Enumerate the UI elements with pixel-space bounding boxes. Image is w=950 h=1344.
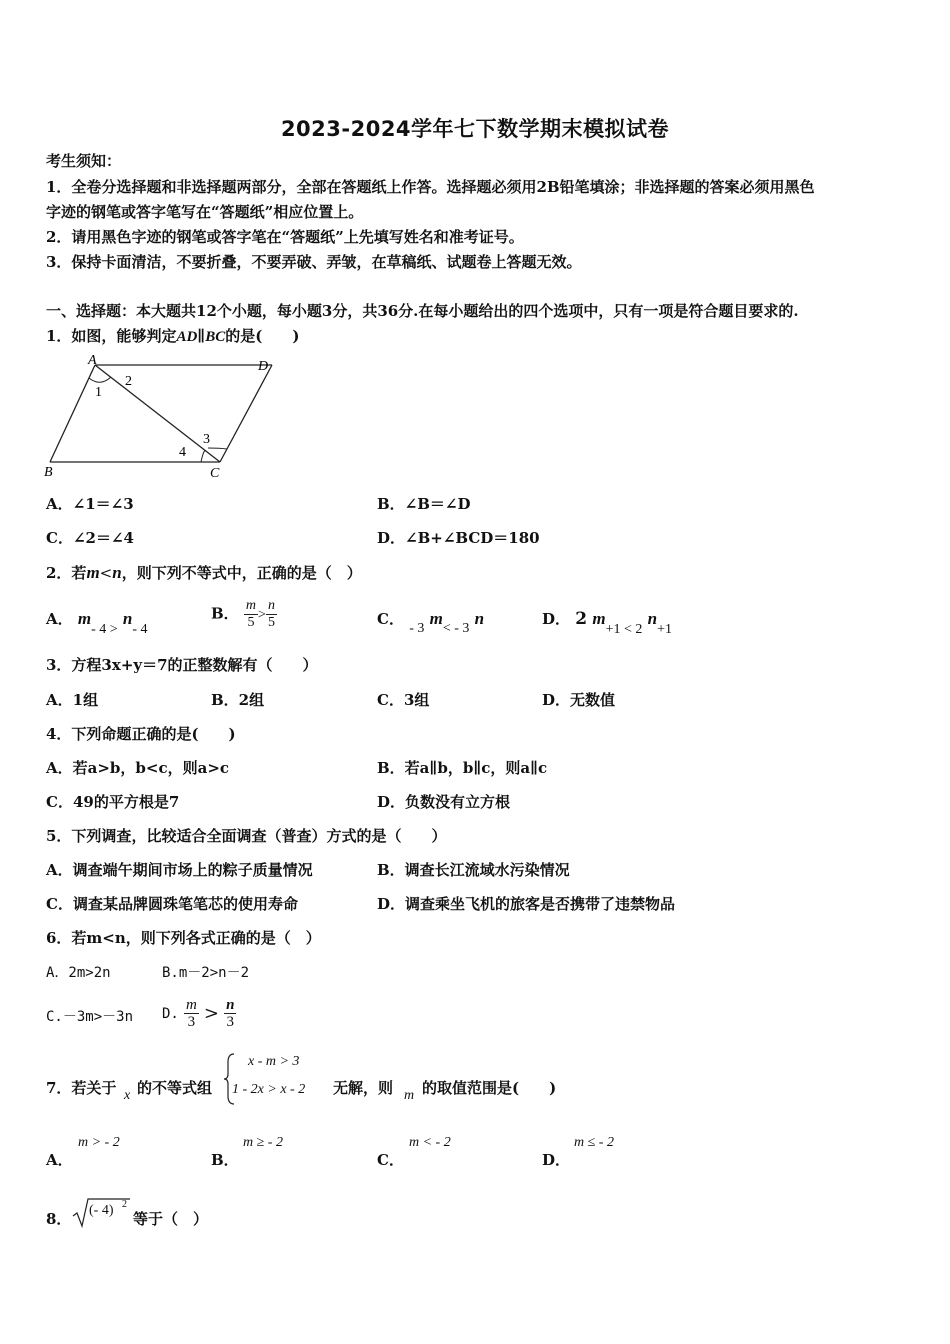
q8-stem-tail: 等于（ ） xyxy=(133,1210,209,1228)
q7-option-b-label: B． xyxy=(211,1151,239,1169)
q2-b-num2: n xyxy=(267,598,275,613)
q7-stem-4: 的取值范围是( ) xyxy=(422,1079,557,1097)
q2-b-den2: 5 xyxy=(267,615,275,630)
q2-m: m xyxy=(86,563,100,582)
q2-n: n xyxy=(112,563,122,582)
q5-stem: 5．下列调查，比较适合全面调查（普查）方式的是（ ） xyxy=(46,827,447,845)
q6-d-den2: 3 xyxy=(226,1014,234,1030)
q2-lt: < xyxy=(99,564,113,582)
q2-c-label: C． xyxy=(377,610,404,628)
q1-option-c: C．∠2＝∠4 xyxy=(46,529,134,547)
q2-d-tail: +1 xyxy=(657,622,672,637)
notice-item-1-cont: 字迹的钢笔或答字笔写在“答题纸”相应位置上。 xyxy=(46,203,364,221)
q2-option-b xyxy=(211,598,277,631)
q2-a-op: - 4 > xyxy=(91,622,118,637)
q7-m: m xyxy=(404,1088,415,1103)
q1-option-a: A．∠1＝∠3 xyxy=(46,495,134,513)
angle-1-label: 1 xyxy=(95,385,102,400)
angle-2-label: 2 xyxy=(125,374,132,389)
q6-d-frac-2 xyxy=(224,997,236,1030)
q1-stem-tail: 的是( ) xyxy=(225,327,300,345)
q2-b-frac-1 xyxy=(244,598,258,631)
q2-d-label: D． xyxy=(542,610,571,628)
q1-expr: AD∥BC xyxy=(176,329,226,345)
q2-d-k: 2 xyxy=(575,609,588,629)
q2-a-label: A． xyxy=(46,610,73,628)
section-heading: 一、选择题：本大题共12个小题，每小题3分，共36分.在每小题给出的四个选项中，只有一项是符合题目要求的. xyxy=(46,302,799,320)
q7-option-a: m > - 2 xyxy=(78,1135,120,1150)
q5-option-a: A．调查端午期间市场上的粽子质量情况 xyxy=(46,861,313,879)
vertex-c-label: C xyxy=(210,466,220,480)
q2-option-d xyxy=(542,608,672,637)
angle-arc-c2 xyxy=(208,448,227,449)
q1-option-b: B．∠B＝∠D xyxy=(377,495,471,513)
q2-b-num1: m xyxy=(245,598,257,613)
q2-option-a xyxy=(46,608,148,637)
page-title: 2023-2024学年七下数学期末模拟试卷 xyxy=(280,117,670,141)
q4-option-c: C．49的平方根是7 xyxy=(46,793,180,811)
q4-option-d: D．负数没有立方根 xyxy=(377,793,511,811)
vertex-b-label: B xyxy=(44,465,53,480)
q7-option-c-label: C． xyxy=(377,1151,404,1169)
q6-d-den1: 3 xyxy=(187,1014,196,1030)
q4-stem: 4．下列命题正确的是( ) xyxy=(46,725,236,743)
q8-radicand: (- 4) xyxy=(89,1203,114,1218)
parallelogram-figure xyxy=(40,352,280,480)
q7-stem-3: 无解，则 xyxy=(333,1079,394,1097)
q6-option-a: A．2m>2n xyxy=(46,965,111,981)
q4-option-b: B．若a∥b，b∥c，则a∥c xyxy=(377,759,548,777)
q7-stem-2: 的不等式组 xyxy=(137,1079,213,1097)
q6-option-c: C.－3m>－3n xyxy=(46,1009,134,1025)
q2-stem xyxy=(46,562,362,584)
q6-d-num1: m xyxy=(185,997,197,1013)
vertex-d-label: D xyxy=(258,359,269,374)
q7-option-b: m ≥ - 2 xyxy=(243,1135,283,1150)
segment-cd xyxy=(220,365,272,462)
q2-b-den1: 5 xyxy=(247,615,255,630)
q2-d-n: n xyxy=(647,609,658,628)
q2-c-m: m xyxy=(429,609,443,628)
q7-option-d: m ≤ - 2 xyxy=(574,1135,614,1150)
q2-d-op: +1 < 2 xyxy=(605,622,643,637)
q5-option-d: D．调查乘坐飞机的旅客是否携带了违禁物品 xyxy=(377,895,676,913)
q8-power: 2 xyxy=(122,1199,127,1210)
angle-arc-a xyxy=(89,377,111,382)
notice-item-3: 3．保持卡面清洁，不要折叠，不要弄破、弄皱，在草稿纸、试题卷上答题无效。 xyxy=(46,253,582,271)
q7-option-a-label: A． xyxy=(46,1151,73,1169)
q6-d-label: D. xyxy=(162,1006,179,1022)
angle-4-label: 4 xyxy=(179,445,186,460)
notice-item-2: 2．请用黑色字迹的钢笔或答字笔在“答题纸”上先填写姓名和准考证号。 xyxy=(46,228,524,246)
q1-option-d: D．∠B+∠BCD＝180 xyxy=(377,529,540,547)
q3-option-a: A．1组 xyxy=(46,691,99,709)
q6-option-b: B.m－2>n－2 xyxy=(162,965,250,981)
q2-a-n: n xyxy=(122,609,133,628)
q7-option-d-label: D． xyxy=(542,1151,571,1169)
q5-option-c: C．调查某品牌圆珠笔笔芯的使用寿命 xyxy=(46,895,298,913)
q7-x: x xyxy=(124,1088,131,1103)
q5-option-b: B．调查长江流域水污染情况 xyxy=(377,861,570,879)
angle-3-label: 3 xyxy=(203,432,210,447)
q3-option-d: D．无数值 xyxy=(542,691,616,709)
q7-stem-1: 7．若关于 xyxy=(46,1079,117,1097)
vertex-a-label: A xyxy=(88,353,97,368)
q2-b-label: B． xyxy=(211,604,239,623)
segment-ab xyxy=(50,365,95,462)
angle-arc-c1 xyxy=(201,450,206,462)
q7-row-2: 1 - 2x > x - 2 xyxy=(232,1082,306,1097)
q2-stem-text: 2．若 xyxy=(46,564,87,582)
q2-a-tail: - 4 xyxy=(132,622,148,637)
q1-stem-text: 1．如图，能够判定 xyxy=(46,327,177,345)
q6-option-d xyxy=(162,997,236,1030)
q6-d-frac-1 xyxy=(184,997,199,1030)
notice-item-1: 1．全卷分选择题和非选择题两部分，全部在答题纸上作答。选择题必须用2B铅笔填涂；非选择题的答案必须用黑色 xyxy=(46,178,815,196)
q6-d-op: > xyxy=(203,1003,219,1024)
q4-option-a: A．若a>b，b<c，则a>c xyxy=(46,759,230,777)
q7-option-c: m < - 2 xyxy=(409,1135,451,1150)
q2-option-c xyxy=(377,608,485,636)
notice-heading: 考生须知： xyxy=(46,152,122,170)
q2-stem-tail: ，则下列不等式中，正确的是（ ） xyxy=(121,564,362,582)
q3-option-b: B．2组 xyxy=(211,691,265,709)
q2-d-m: m xyxy=(592,609,606,628)
q2-b-frac-2 xyxy=(266,598,277,631)
diagonal-ac xyxy=(95,365,220,462)
q2-c-n: n xyxy=(474,609,485,628)
q7-row-1: x - m > 3 xyxy=(248,1054,300,1069)
q1-stem xyxy=(46,325,299,348)
q3-option-c: C．3组 xyxy=(377,691,430,709)
q2-a-m: m xyxy=(77,609,92,628)
q2-c-op: < - 3 xyxy=(442,621,470,636)
q8-number: 8． xyxy=(46,1210,72,1228)
q6-d-num2: n xyxy=(226,997,235,1013)
q6-stem: 6．若m<n，则下列各式正确的是（ ） xyxy=(46,929,321,947)
q2-c-pre: - 3 xyxy=(409,621,425,636)
q3-stem: 3．方程3x+y＝7的正整数解有（ ） xyxy=(46,656,318,674)
q2-b-op: > xyxy=(258,607,266,623)
